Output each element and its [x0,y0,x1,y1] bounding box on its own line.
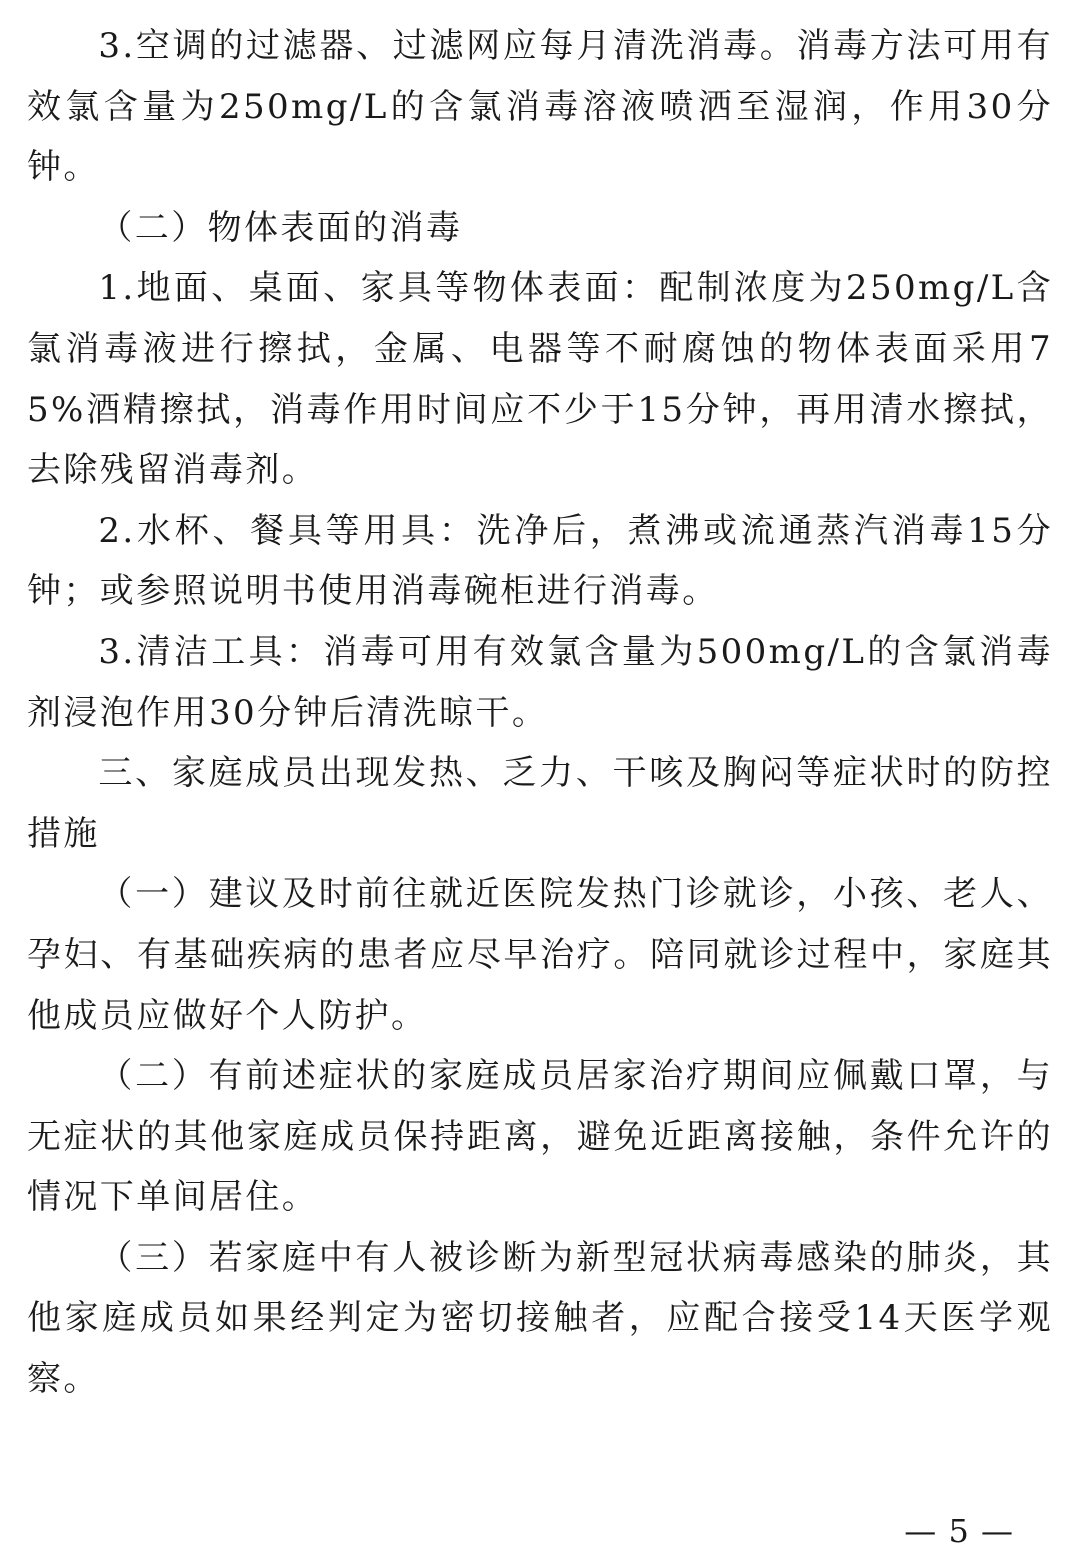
page-footer [0,1506,1080,1556]
page-number: — 5 — [904,1512,1014,1550]
paragraph-tableware: 2.水杯、餐具等用具：洗净后，煮沸或流通蒸汽消毒15分钟；或参照说明书使用消毒碗柜进行消毒。 [27,510,1053,612]
paragraph-surfaces: 1.地面、桌面、家具等物体表面：配制浓度为250mg/L含氯消毒液进行擦拭，金属、电器等不耐腐蚀的物体表面采用75%酒精擦拭，消毒作用时间应不少于15分钟，再用清水擦拭，去除残留消毒剂。 [27,268,1053,491]
paragraph-aircon-filter: 3.空调的过滤器、过滤网应每月清洗消毒。消毒方法可用有效氯含量为250mg/L的含氯消毒溶液喷洒至湿润，作用30分钟。 [27,26,1053,188]
section-heading-symptom-measures: 三、家庭成员出现发热、乏力、干咳及胸闷等症状时的防控措施 [27,753,1053,854]
paragraph-cleaning-tools: 3.清洁工具：消毒可用有效氯含量为500mg/L的含氯消毒剂浸泡作用30分钟后清洗晾干。 [27,631,1053,733]
paragraph-close-contacts: （三）若家庭中有人被诊断为新型冠状病毒感染的肺炎，其他家庭成员如果经判定为密切接触者，应配合接受14天医学观察。 [27,1237,1053,1400]
document-body [27,16,1053,1410]
paragraph-seek-care: （一）建议及时前往就近医院发热门诊就诊，小孩、老人、孕妇、有基础疾病的患者应尽早治疗。陪同就诊过程中，家庭其他成员应做好个人防护。 [27,874,1053,1036]
section-heading-surface-disinfection: （二）物体表面的消毒 [98,207,463,248]
paragraph-home-isolation: （二）有前述症状的家庭成员居家治疗期间应佩戴口罩，与无症状的其他家庭成员保持距离，避免近距离接触，条件允许的情况下单间居住。 [27,1056,1053,1218]
